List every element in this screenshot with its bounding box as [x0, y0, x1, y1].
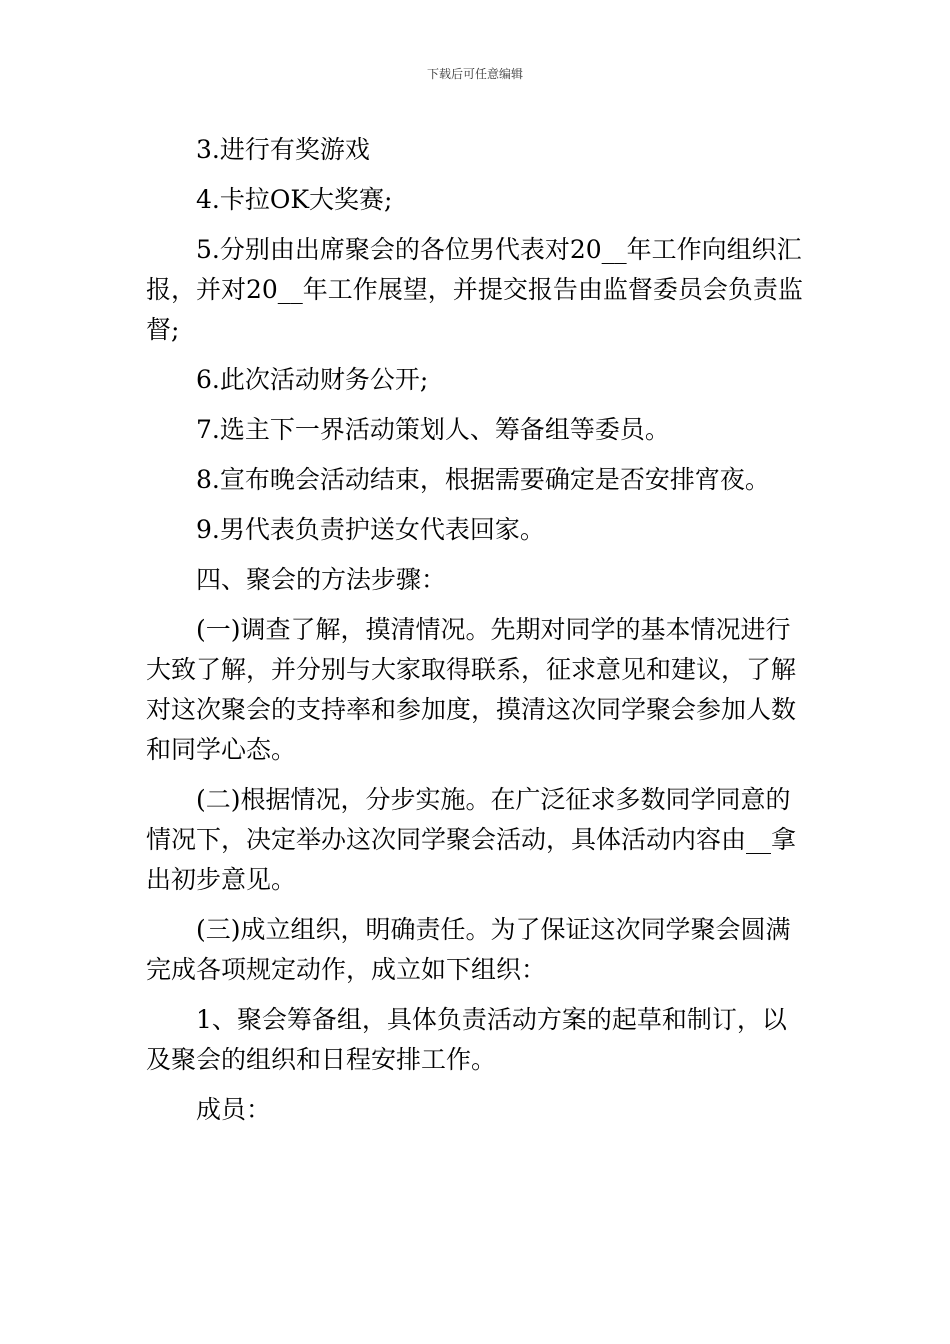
step-two-paragraph: (二)根据情况，分步实施。在广泛征求多数同学同意的情况下，决定举办这次同学聚会活动，具体活动内容由__拿出初步意见。	[146, 785, 797, 894]
section-heading: 四、聚会的方法步骤：	[196, 565, 447, 594]
list-item-6: 6.此次活动财务公开;	[196, 365, 429, 394]
committee-paragraph: 1、聚会筹备组，具体负责活动方案的起草和制订，以及聚会的组织和日程安排工作。	[146, 1005, 787, 1074]
list-item-8: 8.宣布晚会活动结束，根据需要确定是否安排宵夜。	[196, 465, 770, 494]
members-label: 成员：	[196, 1095, 272, 1124]
list-item-9: 9.男代表负责护送女代表回家。	[196, 515, 545, 544]
list-item-5: 5.分别由出席聚会的各位男代表对20__年工作向组织汇报，并对20__年工作展望，并提交报告由监督委员会负责监督;	[146, 235, 803, 344]
document-body	[146, 130, 808, 1140]
list-item-7: 7.选主下一界活动策划人、筹备组等委员。	[196, 415, 670, 444]
list-item-3: 3.进行有奖游戏	[196, 135, 370, 164]
step-one-paragraph: (一)调查了解，摸清情况。先期对同学的基本情况进行大致了解，并分别与大家取得联系，征求意见和建议，了解对这次聚会的支持率和参加度，摸清这次同学聚会参加人数和同学心态。	[146, 615, 797, 764]
page-header: 下载后可任意编辑	[426, 67, 523, 81]
list-item-4: 4.卡拉OK大奖赛;	[196, 185, 393, 214]
step-three-paragraph: (三)成立组织，明确责任。为了保证这次同学聚会圆满完成各项规定动作，成立如下组织：	[146, 915, 791, 984]
